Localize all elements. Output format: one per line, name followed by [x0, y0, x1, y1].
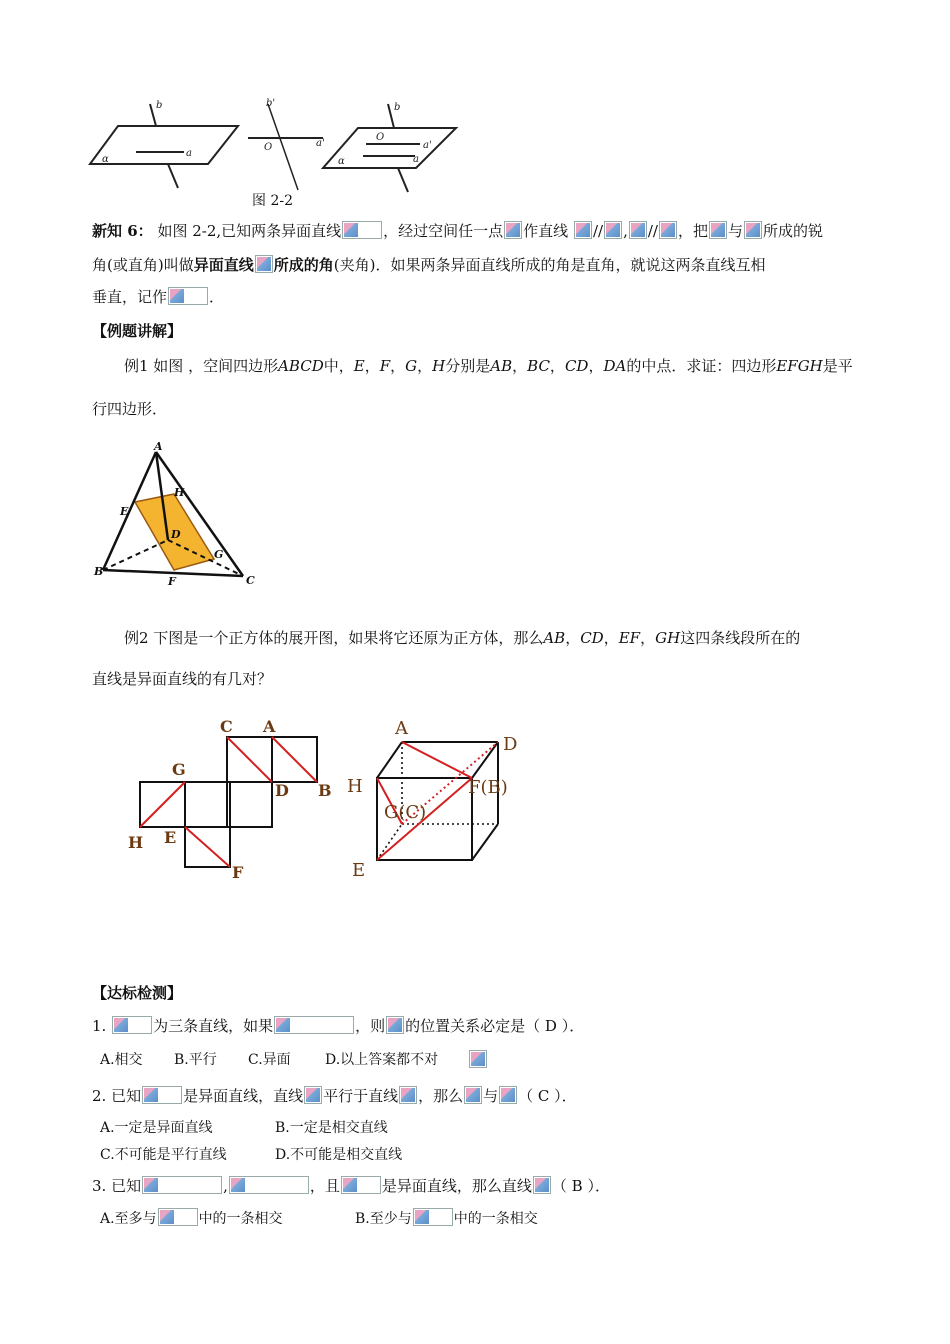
ex1-line2: 行四边形． [92, 400, 168, 418]
math-var: F [379, 357, 391, 375]
text: , [623, 222, 628, 240]
vertex-label: H [174, 486, 185, 499]
text: ， [417, 357, 433, 375]
fig22-label: a' [316, 138, 325, 149]
q3-stem [92, 1175, 610, 1197]
math-var: DA [603, 357, 627, 375]
q1-option-b: B.平行 [174, 1052, 217, 1068]
formula-image-icon [709, 221, 727, 239]
fig22-label: α [102, 154, 109, 165]
formula-image-icon [158, 1208, 198, 1226]
fig22-label: a' [423, 140, 432, 151]
formula-image-icon [386, 1016, 404, 1034]
text: 角(或直角)叫做 [92, 256, 194, 274]
q1-option-d: D.以上答案都不对 [325, 1052, 439, 1068]
text: 是异面直线，那么直线 [381, 1177, 532, 1195]
text: 作直线 [523, 222, 573, 240]
text: ． [209, 288, 225, 306]
xinzhi6-line2 [92, 254, 765, 276]
formula-image-icon [504, 221, 522, 239]
math-var: H [432, 357, 446, 375]
text: // [592, 222, 604, 240]
net-label: C [220, 717, 233, 736]
text: 例1 如图 ，空间四边形 [124, 357, 279, 375]
fig22-label: O [264, 142, 273, 153]
net-label: E [164, 828, 177, 847]
cube-label: H [347, 776, 363, 797]
text: 关系 [450, 1017, 481, 1035]
vertex-label: C [246, 574, 255, 587]
text: ， [565, 629, 581, 647]
math-var: BC [527, 357, 550, 375]
net-label: A [263, 717, 276, 736]
math-var: EF [618, 629, 641, 647]
formula-image-icon [399, 1086, 417, 1104]
xinzhi6-line1 [92, 220, 823, 242]
math-var: CD [564, 357, 589, 375]
net-label: F [232, 863, 244, 882]
math-var: AB [543, 629, 566, 647]
text: 中， [323, 357, 354, 375]
text: 中的一条相交 [453, 1211, 538, 1227]
text: ，那么 [418, 1087, 464, 1105]
text: , [223, 1177, 228, 1195]
ex2-line2: 直线是异面直线的有几对？ [92, 670, 273, 688]
formula-image-icon [604, 221, 622, 239]
section-heading-examples: 【例题讲解】 [92, 322, 183, 340]
net-label: B [318, 781, 332, 800]
text: (夹角)．如果两条异面直线所成的角是直角，就说这两条直线互相 [333, 256, 766, 274]
ex1-line1 [124, 355, 853, 377]
math-var: CD [580, 629, 604, 647]
math-var: AB [490, 357, 513, 375]
formula-image-icon [659, 221, 677, 239]
text: ，且 [309, 1177, 340, 1195]
cube-figure [340, 712, 530, 882]
text: ， [390, 357, 406, 375]
text: （ C ）． [518, 1087, 577, 1105]
xinzhi6-title: 新知 6： [92, 222, 153, 240]
vertex-label: A [154, 440, 163, 453]
text: ，经过空间任一点 [383, 222, 504, 240]
text: （ B ）． [551, 1177, 610, 1195]
formula-image-icon [229, 1176, 309, 1194]
cube-label: E [352, 860, 366, 881]
q3-option-a [100, 1208, 283, 1228]
math-var: G [405, 357, 418, 375]
text: ， [549, 357, 565, 375]
text: 是平 [822, 357, 853, 375]
section-heading-tests: 【达标检测】 [92, 984, 183, 1002]
fig22-label: b [156, 100, 163, 111]
formula-image-icon [341, 1176, 381, 1194]
math-var: EFGH [776, 357, 823, 375]
text: ， [364, 357, 380, 375]
math-var: E [353, 357, 365, 375]
text: 分别是 [445, 357, 491, 375]
fig22-label: α [338, 156, 345, 167]
q1-stem [92, 1015, 584, 1037]
formula-image-icon [533, 1176, 551, 1194]
q2-option-b: B.一定是相交直线 [275, 1120, 388, 1136]
term-bold: 所成的角 [273, 256, 334, 274]
text: A.至多与 [100, 1211, 157, 1227]
q2-stem [92, 1085, 577, 1107]
cube-net-figure [120, 712, 330, 882]
text: ， [512, 357, 528, 375]
text: ， [603, 629, 619, 647]
formula-image-icon [499, 1086, 517, 1104]
formula-image-icon [112, 1016, 152, 1034]
tetrahedron-figure [88, 440, 268, 590]
cube-label: G(C) [384, 802, 427, 823]
formula-image-icon [629, 221, 647, 239]
text: 中的一条相交 [198, 1211, 283, 1227]
text: 与 [483, 1087, 499, 1105]
text: ，则 [355, 1017, 386, 1035]
formula-image-icon [142, 1086, 182, 1104]
vertex-label: F [168, 575, 176, 588]
vertex-label: B [94, 565, 104, 578]
text: 如图 2-2,已知两条异面直线 [157, 222, 342, 240]
formula-image-icon [574, 221, 592, 239]
text: 是异面直线，直线 [183, 1087, 304, 1105]
text: ， [588, 357, 604, 375]
net-label: D [275, 781, 289, 800]
fig22-label: b' [266, 98, 276, 109]
text: 所成的锐 [762, 222, 823, 240]
text: 的中点．求证：四边形 [626, 357, 777, 375]
text: 必定是（ D ）． [480, 1017, 585, 1035]
cube-label: D [503, 734, 518, 755]
fig22-label: a [186, 148, 192, 159]
text: 这四条线段所在的 [680, 629, 801, 647]
text: 垂直，记作 [92, 288, 168, 306]
text: 2. 已知 [92, 1087, 142, 1105]
q3-option-b [355, 1208, 538, 1228]
vertex-label: G [214, 548, 224, 561]
xinzhi6-line3 [92, 286, 224, 308]
fig22-label: b [394, 102, 401, 113]
text: 3. 已知 [92, 1177, 142, 1195]
text: // [647, 222, 658, 240]
q1-option-c: C.异面 [248, 1052, 291, 1068]
formula-image-icon [342, 221, 382, 239]
q2-option-c: C.不可能是平行直线 [100, 1147, 227, 1163]
ex2-line1 [124, 627, 800, 649]
q2-option-d: D.不可能是相交直线 [275, 1147, 403, 1163]
text: 与 [397, 1211, 412, 1227]
formula-image-icon [168, 287, 208, 305]
text: 为三条直线，如果 [153, 1017, 274, 1035]
formula-image-icon [304, 1086, 322, 1104]
cube-label: F(B) [468, 777, 508, 798]
vertex-label: D [171, 528, 181, 541]
text: 与 [727, 222, 743, 240]
text: 一个正方体的展开图，如果将它还原为正方体，那么 [198, 629, 544, 647]
cube-label: A [395, 718, 408, 739]
text: B.至少 [355, 1211, 398, 1227]
formula-image-icon [744, 221, 762, 239]
formula-image-icon [255, 255, 273, 273]
q1-option-a: A.相交 [100, 1052, 143, 1068]
math-var: ABCD [278, 357, 324, 375]
formula-image-icon [469, 1050, 487, 1068]
net-label: G [172, 760, 186, 779]
net-label: H [128, 833, 144, 852]
term-bold: 异面直线 [193, 256, 254, 274]
math-var: GH [655, 629, 681, 647]
text: ，把 [677, 222, 708, 240]
q2-option-a: A.一定是异面直线 [100, 1120, 213, 1136]
fig22-label: a [413, 154, 419, 165]
formula-image-icon [464, 1086, 482, 1104]
formula-image-icon [274, 1016, 354, 1034]
fig22-label: O [376, 132, 385, 143]
text: 的位置 [405, 1017, 451, 1035]
text: ， [640, 629, 656, 647]
figure-caption: 图 2-2 [252, 193, 293, 209]
text: 1. [92, 1017, 107, 1035]
formula-image-icon [413, 1208, 453, 1226]
text: 例2 下图是 [124, 629, 199, 647]
vertex-label: E [120, 505, 129, 518]
formula-image-icon [142, 1176, 222, 1194]
text: 平行于直线 [323, 1087, 399, 1105]
